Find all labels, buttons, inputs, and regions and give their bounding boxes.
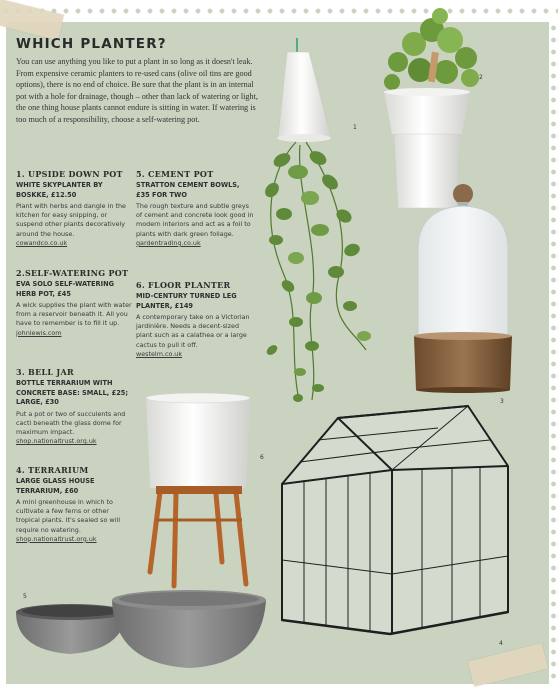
photo-number-2: 2 — [479, 74, 483, 81]
entry-description: Put a pot or two of succulents and cacti beneath the glass dome for maximum impact. — [16, 409, 126, 436]
entry-shop-link[interactable]: westelm.co.uk — [136, 349, 183, 358]
entry-heading: 2.SELF-WATERING POT — [16, 268, 129, 278]
entry-product: BOTTLE TERRARIUM WITH CONCRETE BASE: SMALL, £25; LARGE, £30 — [16, 379, 129, 406]
glass-house-photo — [282, 406, 508, 634]
entry-product: STRATTON CEMENT BOWLS, £35 FOR TWO — [136, 181, 240, 199]
entry-heading: 5. CEMENT POT — [136, 169, 214, 179]
entry-description: A wick supplies the plant with water from a reservoir beneath it. All you have to remember is to fill it up. — [16, 301, 132, 328]
skyplanter-photo — [262, 38, 371, 402]
entry-product: EVA SOLO SELF-WATERING HERB POT, £45 — [16, 280, 115, 298]
floor-planter-photo — [146, 393, 250, 586]
entry-product: MID-CENTURY TURNED LEG PLANTER, £149 — [136, 292, 237, 310]
entry-product: WHITE SKYPLANTER BY BOSKKE, £12.50 — [16, 181, 103, 199]
entry-shop-link[interactable]: gardentrading.co.uk — [136, 238, 201, 247]
intro-paragraph: You can use anything you like to put a plant in so long as it doesn't leak. From expensive ceramic planters to re-used cans (olive oil tins are good options), there is no end of choice. Be sure that the plant is in an internal pot with a hole for drainage, though – other than lack of watering or light, the one thing house plants cannot endure is sitting in water. If watering is too much of a responsibility, choose a self-watering pot. — [16, 57, 258, 124]
entry-shop-link[interactable]: shop.nationaltrust.org.uk — [16, 534, 97, 543]
self-watering-pot-photo — [384, 8, 479, 208]
page-title: WHICH PLANTER? — [16, 36, 167, 52]
entry-description: A contemporary take on a Victorian jardinière. Needs a decent-sized plant such as a calathea or a large cactus to pull it off. — [136, 313, 250, 349]
entry-product: LARGE GLASS HOUSE TERRARIUM, £60 — [16, 477, 95, 495]
entry-heading: 3. BELL JAR — [16, 367, 74, 377]
photo-number-5: 5 — [23, 593, 27, 600]
entry-description: The rough texture and subtle greys of cement and concrete look good in modern interiors and act as a foil to plants with dark green foliage. — [136, 202, 254, 238]
photo-number-1: 1 — [353, 124, 357, 131]
entry-shop-link[interactable]: shop.nationaltrust.org.uk — [16, 437, 97, 446]
entry-heading: 6. FLOOR PLANTER — [136, 280, 231, 290]
photo-number-3: 3 — [500, 398, 504, 405]
entry-shop-link[interactable]: cowandco.co.uk — [16, 238, 68, 247]
bell-jar-photo — [414, 184, 512, 393]
entry-description: A mini greenhouse in which to cultivate a few ferns or other tropical plants. It's sealed so will require no watering. — [16, 498, 120, 534]
entry-shop-link[interactable]: johnlewis.com — [16, 328, 62, 337]
entry-heading: 4. TERRARIUM — [16, 465, 89, 475]
entry-description: Plant with herbs and dangle in the kitchen for easy snipping, or suspend other plants decoratively around the house. — [16, 202, 126, 238]
photo-number-6: 6 — [260, 454, 264, 461]
entry-heading: 1. UPSIDE DOWN POT — [16, 169, 123, 179]
photo-number-4: 4 — [499, 640, 503, 647]
cement-bowls-photo — [16, 590, 266, 668]
